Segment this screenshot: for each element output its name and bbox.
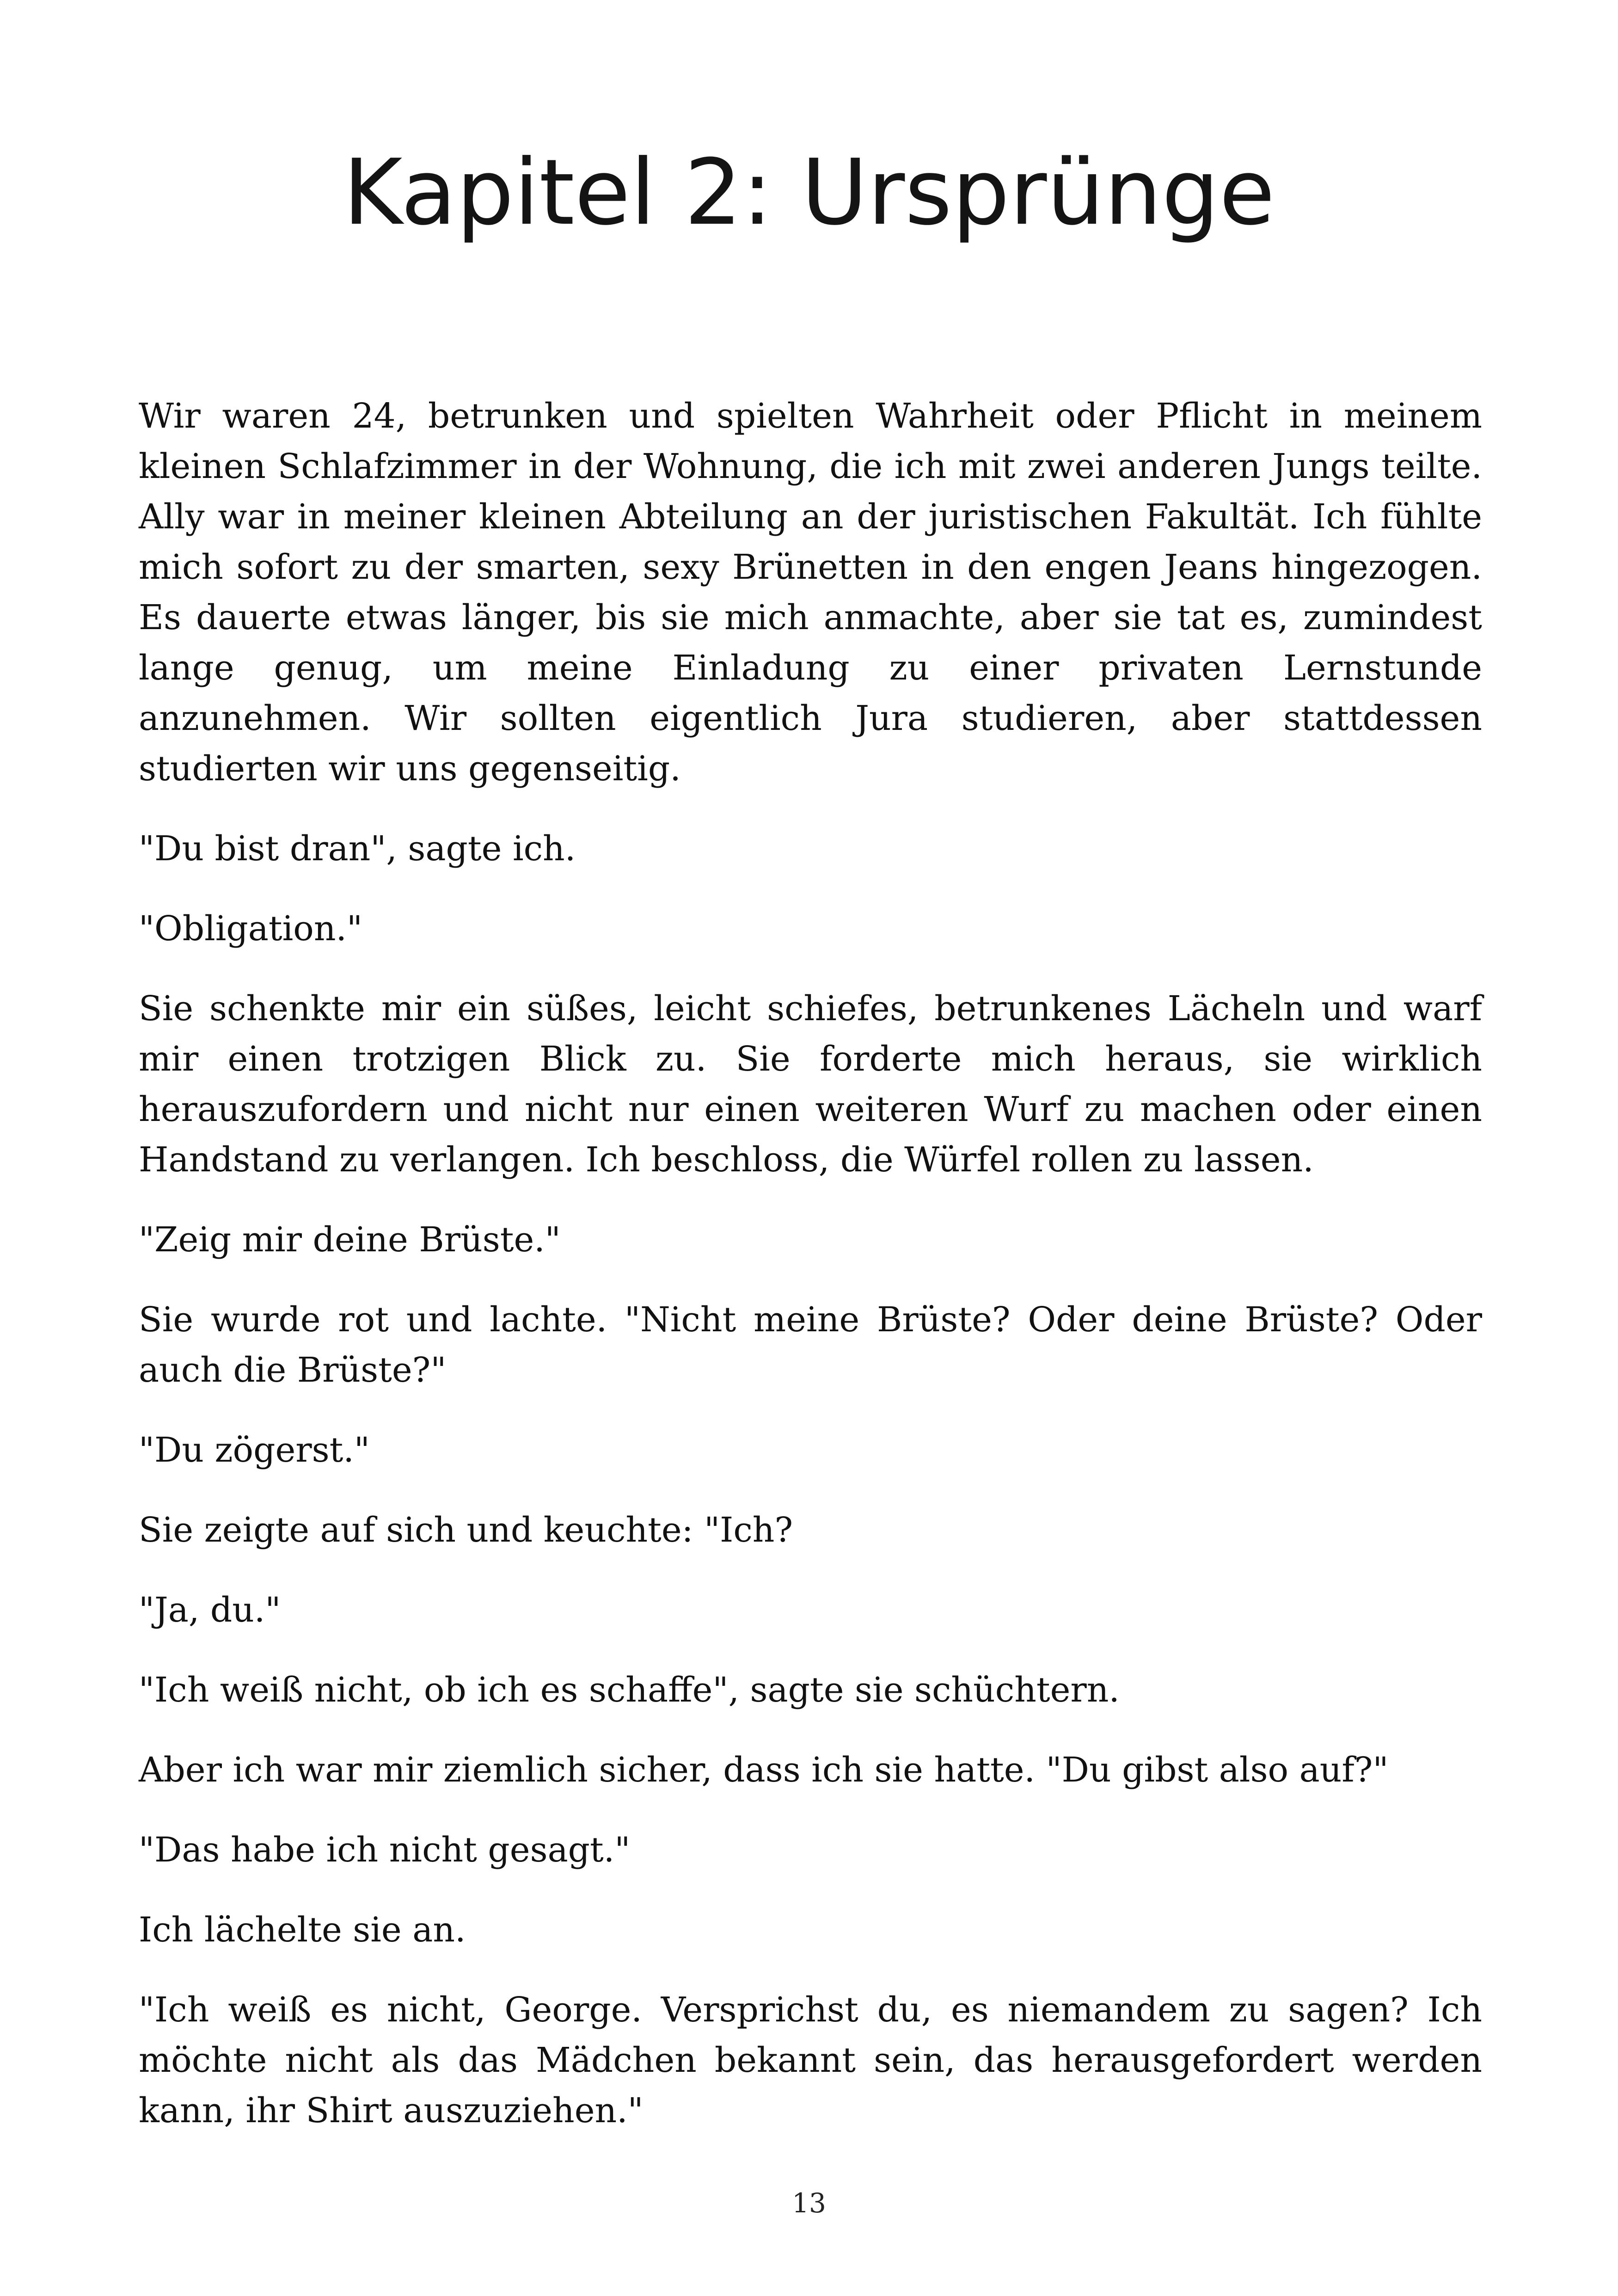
paragraph-5: "Zeig mir deine Brüste." xyxy=(139,1220,561,1260)
paragraph-11: Aber ich war mir ziemlich sicher, dass ich sie hatte. "Du gibst also auf?" xyxy=(139,1750,1389,1790)
paragraph-9: "Ja, du." xyxy=(139,1590,281,1630)
paragraph-12: "Das habe ich nicht gesagt." xyxy=(139,1830,631,1870)
paragraph-2: "Du bist dran", sagte ich. xyxy=(139,829,576,869)
page-number: 13 xyxy=(792,2187,826,2219)
paragraph-13: Ich lächelte sie an. xyxy=(139,1910,466,1950)
paragraph-10: "Ich weiß nicht, ob ich es schaffe", sagte sie schüchtern. xyxy=(139,1670,1120,1710)
paragraph-3: "Obligation." xyxy=(139,909,363,949)
paragraph-6: Sie wurde rot und lachte. "Nicht meine Brüste? Oder deine Brüste? Oder auch die Brüste?" xyxy=(139,1300,1482,1390)
paragraph-8: Sie zeigte auf sich und keuchte: "Ich? xyxy=(139,1510,793,1550)
paragraph-14: "Ich weiß es nicht, George. Versprichst du, es niemandem zu sagen? Ich möchte nicht als das Mädchen bekannt sein, das herausgefordert werden kann, ihr Shirt auszuziehen." xyxy=(139,1990,1482,2131)
paragraph-4: Sie schenkte mir ein süßes, leicht schiefes, betrunkenes Lächeln und warf mir einen trotzigen Blick zu. Sie forderte mich heraus, sie wirklich herauszufordern und nicht nur einen weiteren Wurf zu machen oder einen Handstand zu verlangen. Ich beschloss, die Würfel rollen zu lassen. xyxy=(139,989,1482,1180)
chapter-body xyxy=(139,391,1482,2166)
paragraph-1: Wir waren 24, betrunken und spielten Wahrheit oder Pflicht in meinem kleinen Schlafzimmer in der Wohnung, die ich mit zwei anderen Jungs teilte. Ally war in meiner kleinen Abteilung an der juristischen Fakultät. Ich fühlte mich sofort zu der smarten, sexy Brünetten in den engen Jeans hingezogen. Es dauerte etwas länger, bis sie mich anmachte, aber sie tat es, zumindest lange genug, um meine Einladung zu einer privaten Lernstunde anzunehmen. Wir sollten eigentlich Jura studieren, aber stattdessen studierten wir uns gegenseitig. xyxy=(139,396,1482,789)
chapter-title: Kapitel 2: Ursprünge xyxy=(343,140,1275,245)
paragraph-7: "Du zögerst." xyxy=(139,1430,370,1470)
